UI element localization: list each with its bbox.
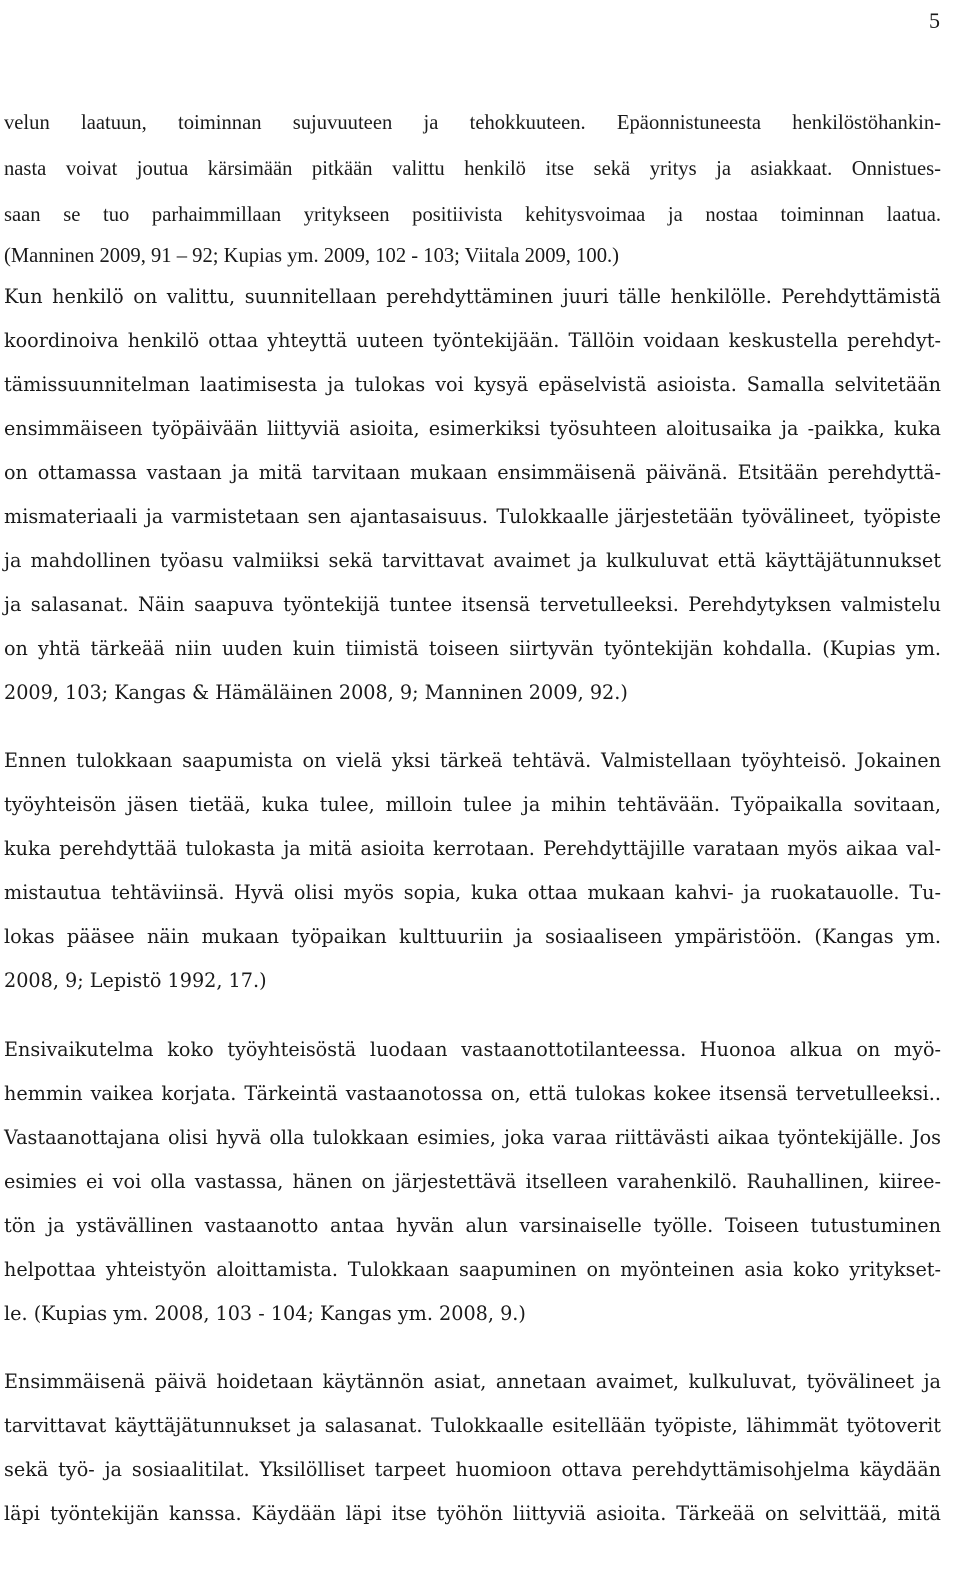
text-line: tarvittavat käyttäjätunnukset ja salasanat. Tulokkaalle esitellään työpiste, lähimmät työtoverit	[4, 1414, 941, 1437]
text-line: sekä työ- ja sosiaalitilat. Yksilölliset tarpeet huomioon ottava perehdyttämisohjelma käydään	[4, 1458, 941, 1481]
text-line: Ensimmäisenä päivä hoidetaan käytännön asiat, annetaan avaimet, kulkuluvat, työvälineet ja	[4, 1370, 941, 1393]
text-line: velun laatuun, toiminnan sujuvuuteen ja tehokkuuteen. Epäonnistuneesta henkilöstöhankin-	[4, 112, 941, 134]
text-line: mismateriaali ja varmistetaan sen ajantasaisuus. Tulokkaalle järjestetään työvälineet, työpiste	[4, 505, 941, 528]
text-line: (Manninen 2009, 91 – 92; Kupias ym. 2009, 102 - 103; Viitala 2009, 100.)	[4, 245, 619, 267]
text-line: mistautua tehtäviinsä. Hyvä olisi myös sopia, kuka ottaa mukaan kahvi- ja ruokatauolle. Tu-	[4, 881, 941, 904]
text-line: Vastaanottajana olisi hyvä olla tulokkaan esimies, joka varaa riittävästi aikaa työntekijälle. Jos	[4, 1126, 941, 1149]
text-line: helpottaa yhteistyön aloittamista. Tulokkaan saapuminen on myönteinen asia koko yritykset-	[4, 1258, 941, 1281]
text-line: kuka perehdyttää tulokasta ja mitä asioita kerrotaan. Perehdyttäjille varataan myös aikaa val-	[4, 837, 941, 860]
text-line: ja mahdollinen työasu valmiiksi sekä tarvittavat avaimet ja kulkuluvat että käyttäjätunnukset	[4, 549, 941, 572]
text-line: hemmin vaikea korjata. Tärkeintä vastaanotossa on, että tulokas kokee itsensä tervetulleeksi..	[4, 1082, 941, 1105]
text-line: läpi työntekijän kanssa. Käydään läpi itse työhön liittyviä asioita. Tärkeää on selvittää, mitä	[4, 1502, 941, 1525]
text-line: Ennen tulokkaan saapumista on vielä yksi tärkeä tehtävä. Valmistellaan työyhteisö. Jokainen	[4, 749, 941, 772]
text-line: tön ja ystävällinen vastaanotto antaa hyvän alun varsinaiselle työlle. Toiseen tutustuminen	[4, 1214, 941, 1237]
text-line: työyhteisön jäsen tietää, kuka tulee, milloin tulee ja mihin tehtävään. Työpaikalla sovitaan,	[4, 793, 941, 816]
text-line: koordinoiva henkilö ottaa yhteyttä uuteen työntekijään. Tällöin voidaan keskustella perehdyt-	[4, 329, 941, 352]
text-line: 2008, 9; Lepistö 1992, 17.)	[4, 969, 267, 992]
text-line: esimies ei voi olla vastassa, hänen on järjestettävä itselleen varahenkilö. Rauhallinen, kiiree-	[4, 1170, 941, 1193]
text-line: Ensivaikutelma koko työyhteisöstä luodaan vastaanottotilanteessa. Huonoa alkua on myö-	[4, 1038, 941, 1061]
page-number: 5	[929, 8, 940, 33]
text-line: le. (Kupias ym. 2008, 103 - 104; Kangas ym. 2008, 9.)	[4, 1302, 526, 1325]
text-line: on ottamassa vastaan ja mitä tarvitaan mukaan ensimmäisenä päivänä. Etsitään perehdyttä-	[4, 461, 941, 484]
text-line: Kun henkilö on valittu, suunnitellaan perehdyttäminen juuri tälle henkilölle. Perehdyttämistä	[4, 285, 941, 308]
text-line: ja salasanat. Näin saapuva työntekijä tuntee itsensä tervetulleeksi. Perehdytyksen valmistelu	[4, 593, 941, 616]
text-line: nasta voivat joutua kärsimään pitkään valittu henkilö itse sekä yritys ja asiakkaat. Onnistues-	[4, 158, 941, 180]
text-line: ensimmäiseen työpäivään liittyviä asioita, esimerkiksi työsuhteen aloitusaika ja -paikka, kuka	[4, 417, 941, 440]
text-line: lokas pääsee näin mukaan työpaikan kulttuuriin ja sosiaaliseen ympäristöön. (Kangas ym.	[4, 925, 941, 948]
text-line: on yhtä tärkeää niin uuden kuin tiimistä toiseen siirtyvän työntekijän kohdalla. (Kupias ym.	[4, 637, 941, 660]
text-line: saan se tuo parhaimmillaan yritykseen positiivista kehitysvoimaa ja nostaa toiminnan laatua.	[4, 204, 941, 226]
text-line: tämissuunnitelman laatimisesta ja tulokas voi kysyä epäselvistä asioista. Samalla selvitetään	[4, 373, 941, 396]
text-line: 2009, 103; Kangas & Hämäläinen 2008, 9; Manninen 2009, 92.)	[4, 681, 628, 704]
